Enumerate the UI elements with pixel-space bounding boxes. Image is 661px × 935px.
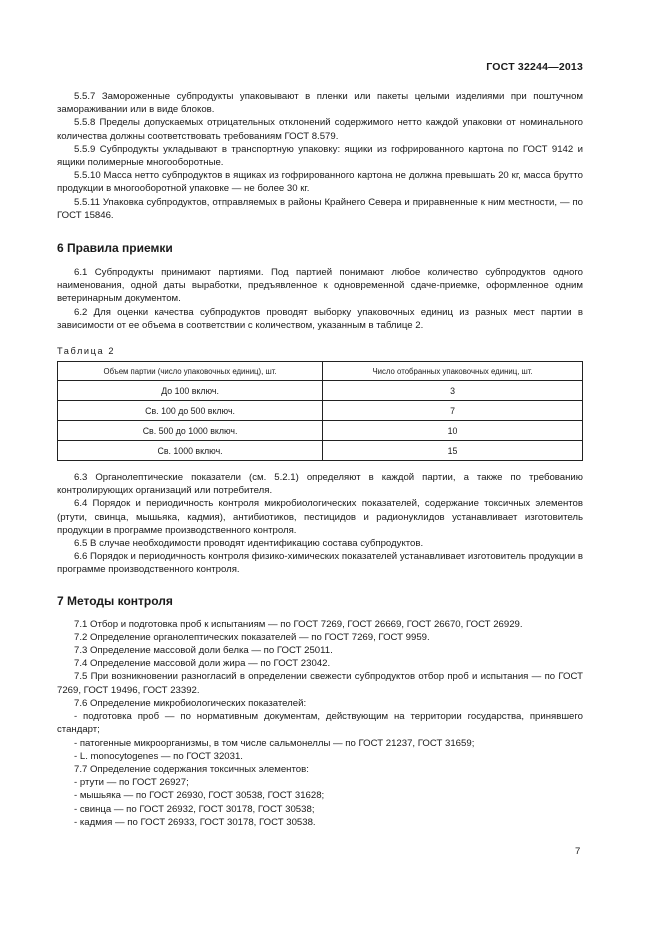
list-item: - ртути — по ГОСТ 26927; <box>74 777 189 789</box>
paragraph-6-3: 6.3 Органолептические показатели (см. 5.2.1) определяют в каждой партии, а также по требованию контролирующих организаций или потребителя. <box>57 472 583 497</box>
paragraph-6-6: 6.6 Порядок и периодичность контроля физико-химических показателей устанавливает изготовитель продукции в программе производственного контроля. <box>57 551 583 576</box>
paragraph-5-5-10: 5.5.10 Масса нетто субпродуктов в ящиках из гофрированного картона не должна превышать 20 кг, масса брутто продукции в многооборотной упаковке — не более 30 кг. <box>57 170 583 195</box>
standard-code-header: ГОСТ 32244—2013 <box>486 61 583 73</box>
paragraph-5-5-9: 5.5.9 Субпродукты укладывают в транспортную упаковку: ящики из гофрированного картона по ГОСТ 9142 и ящики полимерные многооборотные. <box>57 143 583 169</box>
paragraph-6-1: 6.1 Субпродукты принимают партиями. Под партией понимают любое количество субпродуктов одного наименования, одной даты выработки, предъявленное к одновременной сдаче-приемке, оформленное одним ветеринарным документом. <box>57 267 583 305</box>
list-item: 7.7 Определение содержания токсичных элементов: <box>74 763 309 775</box>
table-header-row <box>58 362 583 381</box>
list-item: 7.4 Определение массовой доли жира — по ГОСТ 23042. <box>74 658 331 670</box>
table-cell-lot-size: Св. 1000 включ. <box>58 441 323 461</box>
table-caption: Таблица 2 <box>57 346 116 357</box>
page-content <box>57 90 583 829</box>
section-6-heading: 6 Правила приемки <box>57 241 173 256</box>
list-item: - свинца — по ГОСТ 26932, ГОСТ 30178, ГОСТ 30538; <box>74 803 315 815</box>
table-row <box>58 421 583 441</box>
list-item: 7.6 Определение микробиологических показателей: <box>74 697 307 709</box>
table-cell-sample-count: 3 <box>323 381 583 401</box>
paragraph-6-2: 6.2 Для оценки качества субпродуктов проводят выборку упаковочных единиц из разных мест партии в зависимости от ее объема в соответствии с количеством, указанным в таблице 2. <box>57 306 583 331</box>
section-7-heading: 7 Методы контроля <box>57 593 173 608</box>
list-item: - мышьяка — по ГОСТ 26930, ГОСТ 30538, ГОСТ 31628; <box>74 790 325 802</box>
table-row <box>58 381 583 401</box>
list-item: - патогенные микроорганизмы, в том числе сальмонеллы — по ГОСТ 21237, ГОСТ 31659; <box>74 737 475 749</box>
table-row <box>58 441 583 461</box>
table-cell-lot-size: Св. 100 до 500 включ. <box>58 401 323 421</box>
table-cell-lot-size: До 100 включ. <box>58 381 323 401</box>
paragraph-6-5: 6.5 В случае необходимости проводят идентификацию состава субпродуктов. <box>74 538 424 550</box>
paragraph-5-5-11: 5.5.11 Упаковка субпродуктов, отправляемых в районы Крайнего Севера и приравненные к ним местности, — по ГОСТ 15846. <box>57 196 583 221</box>
list-item: - L. monocytogenes — по ГОСТ 32031. <box>74 750 243 762</box>
list-item: - подготовка проб — по нормативным документам, действующим на территории государства, принявшего стандарт; <box>57 711 583 736</box>
table-header-sample-count: Число отобранных упаковочных единиц, шт. <box>323 362 583 381</box>
paragraph-5-5-7: 5.5.7 Замороженные субпродукты упаковывают в пленки или пакеты целыми изделиями при поштучном замораживании или в виде блоков. <box>57 91 583 116</box>
paragraph-6-4: 6.4 Порядок и периодичность контроля микробиологических показателей, содержание токсичных элементов (ртути, свинца, мышьяка, кадмия), антибиотиков, пестицидов и радионуклидов устанавливает изготовитель продукции в программе производственного контроля. <box>57 498 583 536</box>
table-row <box>58 401 583 421</box>
table-cell-sample-count: 7 <box>323 401 583 421</box>
table-cell-sample-count: 15 <box>323 441 583 461</box>
sample-size-table <box>57 361 583 461</box>
page-number: 7 <box>575 846 581 857</box>
table-cell-lot-size: Св. 500 до 1000 включ. <box>58 421 323 441</box>
paragraph-5-5-8: 5.5.8 Пределы допускаемых отрицательных отклонений содержимого нетто каждой упаковки от номинального количества должны соответствовать требованиям ГОСТ 8.579. <box>57 117 583 142</box>
table-header-lot-size: Объем партии (число упаковочных единиц), шт. <box>58 362 323 381</box>
list-item: 7.1 Отбор и подготовка проб к испытаниям — по ГОСТ 7269, ГОСТ 26669, ГОСТ 26670, ГОСТ 26929. <box>74 618 523 630</box>
list-item: - кадмия — по ГОСТ 26933, ГОСТ 30178, ГОСТ 30538. <box>74 816 316 828</box>
list-item: 7.2 Определение органолептических показателей — по ГОСТ 7269, ГОСТ 9959. <box>74 631 430 643</box>
table-cell-sample-count: 10 <box>323 421 583 441</box>
list-item: 7.3 Определение массовой доли белка — по ГОСТ 25011. <box>74 645 333 657</box>
list-item: 7.5 При возникновении разногласий в определении свежести субпродуктов отбор проб и испытания — по ГОСТ 7269, ГОСТ 19496, ГОСТ 23392. <box>57 671 583 696</box>
